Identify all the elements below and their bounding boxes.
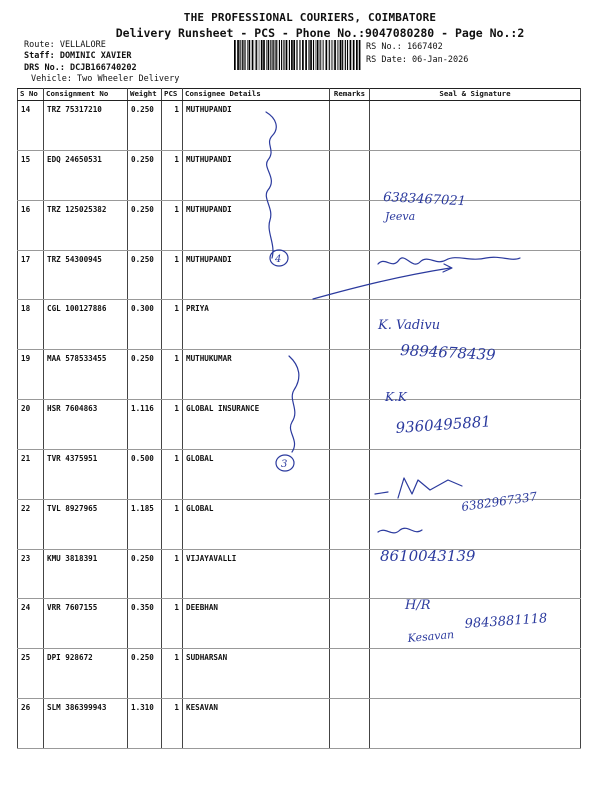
rs-number: RS No.: 1667402 bbox=[366, 42, 443, 52]
route-label: Route: VELLALORE bbox=[24, 40, 106, 50]
row-consignee: GLOBAL INSURANCE bbox=[183, 400, 330, 450]
row-pcs: 1 bbox=[162, 200, 183, 250]
signature-16-phone: 6383467021 bbox=[382, 190, 467, 210]
col-pcs: PCS bbox=[162, 89, 183, 101]
row-weight: 0.250 bbox=[128, 200, 162, 250]
row-consignment: TVR 4375951 bbox=[44, 449, 128, 499]
row-pcs: 1 bbox=[162, 499, 183, 549]
row-consignee: VIJAYAVALLI bbox=[183, 549, 330, 599]
count-mark-1: 4 bbox=[275, 254, 282, 265]
drs-number: DRS No.: DCJB166740202 bbox=[24, 63, 137, 73]
row-consignment: SLM 386399943 bbox=[44, 699, 128, 749]
row-weight: 1.185 bbox=[128, 499, 162, 549]
row-weight: 0.250 bbox=[128, 649, 162, 699]
row-pcs: 1 bbox=[162, 250, 183, 300]
row-consignment: EDQ 24650531 bbox=[44, 150, 128, 200]
row-weight: 0.250 bbox=[128, 250, 162, 300]
row-consignment: CGL 100127886 bbox=[44, 300, 128, 350]
row-sno: 18 bbox=[18, 300, 44, 350]
col-remarks: Remarks bbox=[330, 89, 370, 101]
signature-23-dash bbox=[375, 492, 388, 494]
count-mark-2: 3 bbox=[281, 459, 288, 470]
runsheet-title: Delivery Runsheet - PCS - Phone No.:9047080280 - Page No.:2 bbox=[115, 26, 525, 40]
row-consignee: GLOBAL bbox=[183, 499, 330, 549]
row-sno: 25 bbox=[18, 649, 44, 699]
row-consignment: TRZ 75317210 bbox=[44, 101, 128, 151]
row-consignee: MUTHUPANDI bbox=[183, 150, 330, 200]
row-sno: 15 bbox=[18, 150, 44, 200]
row-pcs: 1 bbox=[162, 649, 183, 699]
row-pcs: 1 bbox=[162, 449, 183, 499]
row-sno: 16 bbox=[18, 200, 44, 250]
row-sno: 20 bbox=[18, 400, 44, 450]
signature-16-name: Jeeva bbox=[385, 210, 416, 223]
row-consignment: TRZ 54300945 bbox=[44, 250, 128, 300]
row-consignee: DEEBHAN bbox=[183, 599, 330, 649]
row-consignment: MAA 578533455 bbox=[44, 350, 128, 400]
row-pcs: 1 bbox=[162, 350, 183, 400]
vehicle-label: Vehicle: Two Wheeler Delivery bbox=[31, 74, 180, 84]
row-weight: 0.250 bbox=[128, 150, 162, 200]
row-consignee: KESAVAN bbox=[183, 699, 330, 749]
row-consignment: TRZ 125025382 bbox=[44, 200, 128, 250]
row-sno: 19 bbox=[18, 350, 44, 400]
row-consignee: SUDHARSAN bbox=[183, 649, 330, 699]
row-pcs: 1 bbox=[162, 300, 183, 350]
row-weight: 0.250 bbox=[128, 350, 162, 400]
row-pcs: 1 bbox=[162, 400, 183, 450]
row-consignee: MUTHUPANDI bbox=[183, 250, 330, 300]
row-weight: 1.310 bbox=[128, 699, 162, 749]
signature-23-scrawl bbox=[398, 478, 462, 498]
row-pcs: 1 bbox=[162, 150, 183, 200]
row-weight: 0.350 bbox=[128, 599, 162, 649]
staff-label: Staff: DOMINIC XAVIER bbox=[24, 51, 132, 61]
row-pcs: 1 bbox=[162, 699, 183, 749]
row-sno: 23 bbox=[18, 549, 44, 599]
signature-23-phone: 6382967337 bbox=[460, 489, 539, 514]
row-consignee: PRIYA bbox=[183, 300, 330, 350]
company-name: THE PROFESSIONAL COURIERS, COIMBATORE bbox=[183, 11, 437, 24]
row-weight: 0.300 bbox=[128, 300, 162, 350]
row-consignment: HSR 7604863 bbox=[44, 400, 128, 450]
signature-26-name: Kesavan bbox=[407, 627, 455, 645]
col-weight: Weight bbox=[128, 89, 162, 101]
col-signature: Seal & Signature bbox=[370, 89, 581, 101]
row-pcs: 1 bbox=[162, 101, 183, 151]
row-consignee: MUTHUPANDI bbox=[183, 200, 330, 250]
signature-26-initials: H/R bbox=[405, 598, 431, 613]
signature-24-scrawl bbox=[378, 528, 422, 533]
row-weight: 0.250 bbox=[128, 101, 162, 151]
signature-19-phone: 9894678439 bbox=[399, 341, 497, 364]
row-sno: 26 bbox=[18, 699, 44, 749]
row-pcs: 1 bbox=[162, 599, 183, 649]
bracket-rows-20-22 bbox=[289, 356, 299, 452]
signature-22-phone: 9360495881 bbox=[395, 412, 492, 437]
row-consignee: MUTHUPANDI bbox=[183, 101, 330, 151]
col-sno: S No bbox=[18, 89, 44, 101]
signature-24-phone: 8610043139 bbox=[380, 547, 476, 565]
row-pcs: 1 bbox=[162, 549, 183, 599]
row-weight: 1.116 bbox=[128, 400, 162, 450]
row-consignment: DPI 928672 bbox=[44, 649, 128, 699]
bracket-rows-14-18 bbox=[266, 112, 276, 258]
row-sno: 22 bbox=[18, 499, 44, 549]
row-sno: 14 bbox=[18, 101, 44, 151]
row-consignment: VRR 7607155 bbox=[44, 599, 128, 649]
row-consignee: GLOBAL bbox=[183, 449, 330, 499]
row-sno: 21 bbox=[18, 449, 44, 499]
col-consignee: Consignee Details bbox=[183, 89, 330, 101]
signature-26-phone: 9843881118 bbox=[464, 611, 548, 632]
rs-date: RS Date: 06-Jan-2026 bbox=[366, 55, 469, 65]
arrow-line bbox=[313, 268, 450, 299]
col-consignment: Consignment No bbox=[44, 89, 128, 101]
row-weight: 0.250 bbox=[128, 549, 162, 599]
row-consignment: KMU 3818391 bbox=[44, 549, 128, 599]
signature-18-scrawl bbox=[378, 257, 520, 264]
signature-19-name: K. Vadivu bbox=[378, 318, 441, 333]
row-sno: 17 bbox=[18, 250, 44, 300]
row-sno: 24 bbox=[18, 599, 44, 649]
row-weight: 0.500 bbox=[128, 449, 162, 499]
signature-21-initials: K.K bbox=[385, 390, 407, 404]
row-consignment: TVL 8927965 bbox=[44, 499, 128, 549]
row-consignee: MUTHUKUMAR bbox=[183, 350, 330, 400]
